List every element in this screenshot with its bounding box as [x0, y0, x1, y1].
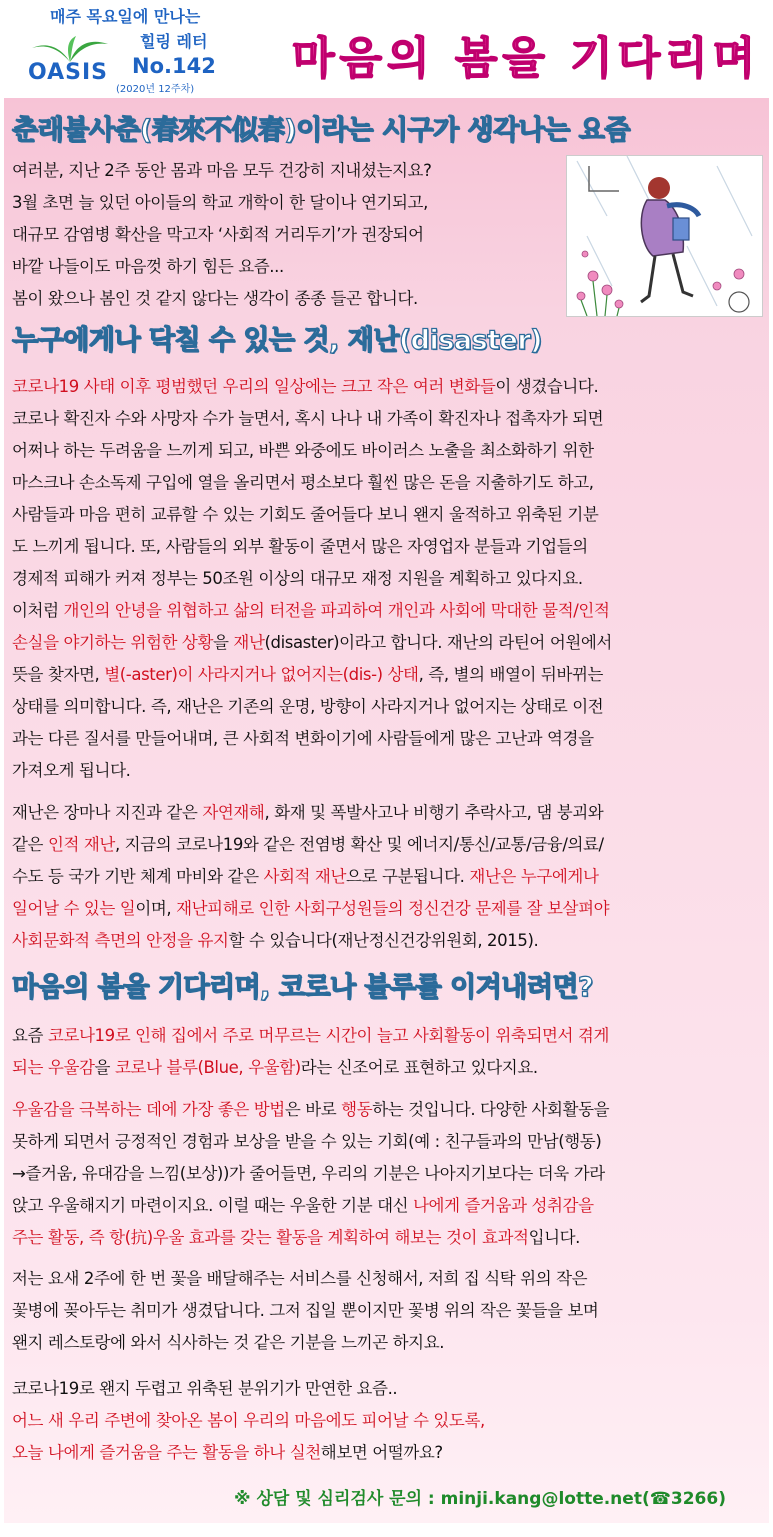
text: 을	[94, 1058, 115, 1077]
paragraph-line	[12, 797, 754, 829]
paragraph-line: 사람들과 마음 편히 교류할 수 있는 기회도 줄어들다 보니 왠지 울적하고 위축된 기분	[12, 505, 599, 524]
issue-date: (2020년 12주차)	[116, 84, 195, 95]
section2-heading: 누구에게나 닥칠 수 있는 것, 재난(disaster)	[12, 325, 542, 356]
paragraph-line	[12, 627, 754, 659]
text: 으로 구분됩니다.	[346, 867, 470, 886]
emphasis-text: 나에게 즐거움과 성취감을	[413, 1196, 594, 1215]
header	[0, 0, 773, 96]
text: 입니다.	[528, 1228, 581, 1247]
paragraph-line: →즐거움, 유대감을 느낌(보상))가 줄어들면, 우리의 기분은 나아지기보다는 더욱 가라	[12, 1164, 605, 1183]
section2-paragraph-3	[12, 797, 754, 957]
emphasis-text: 재난은 누구에게나	[469, 867, 599, 886]
paragraph-line: 과는 다른 질서를 만들어내며, 큰 사회적 변화이기에 사람들에게 많은 고난과 역경을	[12, 729, 594, 748]
text: 은 바로	[284, 1100, 342, 1119]
text: 이며,	[135, 899, 177, 918]
paragraph-line	[12, 1437, 754, 1469]
emphasis-text: 코로나19 사태 이후 평범했던 우리의 일상에는 크고 작은 여러 변화들	[12, 377, 496, 396]
emphasis-text: 코로나 블루(Blue, 우울함)	[114, 1058, 301, 1077]
section1-heading: 춘래불사춘(春來不似春)이라는 시구가 생각나는 요즘	[12, 115, 630, 146]
text: 요즘	[12, 1026, 48, 1045]
contact-info: ※ 상담 및 심리검사 문의 : minji.kang@lotte.net(☎3266)	[234, 1489, 726, 1509]
text: 이 생겼습니다.	[495, 377, 599, 396]
emphasis-text: 행동	[341, 1100, 373, 1119]
text: 이처럼	[12, 601, 64, 620]
paragraph-line: 3월 초면 늘 있던 아이들의 학교 개학이 한 달이나 연기되고,	[12, 193, 428, 212]
paragraph-line	[12, 861, 754, 893]
paragraph-line: 코로나 확진자 수와 사망자 수가 늘면서, 혹시 나나 내 가족이 확진자나 접촉자가 되면	[12, 409, 604, 428]
paragraph-line	[12, 595, 754, 627]
paragraph-line: 도 느끼게 됩니다. 또, 사람들의 외부 활동이 줄면서 많은 자영업자 분들과 기업들의	[12, 537, 588, 556]
paragraph-line	[12, 893, 754, 925]
paragraph-line: 경제적 피해가 커져 정부는 50조원 이상의 대규모 재정 지원을 계획하고 있다지요.	[12, 569, 583, 588]
windy-spring-illustration	[566, 155, 763, 317]
paragraph-line	[12, 925, 754, 957]
emphasis-text: 인적 재난	[47, 835, 115, 854]
text: 수도 등 국가 기반 체계 마비와 같은	[12, 867, 264, 886]
paragraph-line	[12, 1190, 754, 1222]
text: 해보면 어떨까요?	[320, 1443, 443, 1462]
paragraph-line: 대규모 감염병 확산을 막고자 ‘사회적 거리두기’가 권장되어	[12, 225, 424, 244]
emphasis-text: 코로나19로 인해 집에서 주로 머무르는 시간이 늘고 사회활동이 위축되면서 겪게	[47, 1026, 609, 1045]
paragraph-line: 코로나19로 왠지 두렵고 위축된 분위기가 만연한 요즘..	[12, 1379, 398, 1398]
text: 을	[213, 633, 234, 652]
paragraph-line	[12, 371, 754, 403]
text: 할 수 있습니다(재난정신건강위원회, 2015).	[228, 931, 539, 950]
paragraph-line	[12, 829, 754, 861]
logo-tagline: 매주 목요일에 만나는	[50, 7, 201, 26]
emphasis-text: 손실을 야기하는 위험한 상황	[12, 633, 214, 652]
emphasis-text: 사회적 재난	[263, 867, 347, 886]
section3-paragraph-4	[12, 1373, 754, 1469]
text: 재난은 장마나 지진과 같은	[12, 803, 203, 822]
issue-number: No.142	[132, 54, 216, 78]
paragraph-line	[12, 659, 754, 691]
text: , 지금의 코로나19와 같은 전염병 확산 및 에너지/통신/교통/금융/의료/	[114, 835, 604, 854]
section3-paragraph-2	[12, 1094, 754, 1254]
paragraph-line	[12, 1020, 754, 1052]
paragraph-line: 마스크나 손소독제 구입에 열을 올리면서 평소보다 훨씬 많은 돈을 지출하기도 하고,	[12, 473, 594, 492]
text: 뜻을 찾자면,	[12, 665, 105, 684]
paragraph-line: 왠지 레스토랑에 와서 식사하는 것 같은 기분을 느끼곤 하지요.	[12, 1333, 445, 1352]
paragraph-line	[12, 1222, 754, 1254]
text: , 화재 및 폭발사고나 비행기 추락사고, 댐 붕괴와	[264, 803, 604, 822]
text: 같은	[12, 835, 48, 854]
paragraph-line	[12, 1052, 754, 1084]
paragraph-line: 꽃병에 꽂아두는 취미가 생겼답니다. 그저 집일 뿐이지만 꽃병 위의 작은 꽃들을 보며	[12, 1301, 599, 1320]
emphasis-text: 개인의 안녕을 위협하고 삶의 터전을 파괴하여 개인과 사회에 막대한 물적/인적	[63, 601, 610, 620]
emphasis-text: 일어날 수 있는 일	[12, 899, 136, 918]
paragraph-line: 못하게 되면서 긍정적인 경험과 보상을 받을 수 있는 기회(예 : 친구들과의 만남(행동)	[12, 1132, 602, 1151]
paragraph-line: 어쩌나 하는 두려움을 느끼게 되고, 바쁜 와중에도 바이러스 노출을 최소화하기 위한	[12, 441, 594, 460]
paragraph-line: 바깥 나들이도 마음껏 하기 힘든 요즘...	[12, 257, 284, 276]
emphasis-text: 우울감을 극복하는 데에 가장 좋은 방법	[12, 1100, 285, 1119]
emphasis-text: 주는 활동, 즉 항(抗)우울 효과를 갖는 활동을 계획하여 해보는 것이 효과적	[12, 1228, 529, 1247]
text: 라는 신조어로 표현하고 있다지요.	[300, 1058, 538, 1077]
paragraph-line	[12, 1094, 754, 1126]
section3-paragraph-3	[12, 1263, 754, 1359]
emphasis-text: 자연재해	[202, 803, 265, 822]
text: 하는 것입니다. 다양한 사회활동을	[372, 1100, 610, 1119]
section2-paragraph-2	[12, 595, 754, 787]
logo-wordmark: OASIS	[28, 60, 109, 85]
section2-paragraph-1	[12, 371, 754, 595]
paragraph-line: 상태를 의미합니다. 즉, 재난은 기존의 운명, 방향이 사라지거나 없어지는 상태로 이전	[12, 697, 604, 716]
section3-paragraph-1	[12, 1020, 754, 1084]
paragraph-line: 저는 요새 2주에 한 번 꽃을 배달해주는 서비스를 신청해서, 저희 집 식탁 위의 작은	[12, 1269, 588, 1288]
emphasis-text: 별(-aster)이 사라지거나 없어지는(dis-) 상태	[104, 665, 419, 684]
paragraph-line: 여러분, 지난 2주 동안 몸과 마음 모두 건강히 지내셨는지요?	[12, 161, 432, 180]
emphasis-text: 재난피해로 인한 사회구성원들의 정신건강 문제를 잘 보살펴야	[176, 899, 610, 918]
text: (disaster)이라고 합니다. 재난의 라틴어 어원에서	[264, 633, 612, 652]
text: , 즉, 별의 배열이 뒤바뀌는	[418, 665, 604, 684]
section1-paragraph	[12, 155, 560, 315]
emphasis-text: 되는 우울감	[12, 1058, 95, 1077]
emphasis-text: 사회문화적 측면의 안정을 유지	[12, 931, 229, 950]
emphasis-line: 어느 새 우리 주변에 찾아온 봄이 우리의 마음에도 피어날 수 있도록,	[12, 1411, 485, 1430]
paragraph-line: 가져오게 됩니다.	[12, 761, 131, 780]
oasis-logo	[28, 2, 216, 95]
logo-subtitle: 힐링 레터	[140, 32, 208, 51]
page-title: 마음의 봄을 기다리며	[292, 33, 761, 84]
emphasis-text: 오늘 나에게 즐거움을 주는 활동을 하나 실천	[12, 1443, 321, 1462]
emphasis-text: 재난	[233, 633, 265, 652]
section3-heading: 마음의 봄을 기다리며, 코로나 블루를 이겨내려면?	[12, 972, 594, 1003]
text: 앉고 우울해지기 마련이지요. 이럴 때는 우울한 기분 대신	[12, 1196, 414, 1215]
paragraph-line: 봄이 왔으나 봄인 것 같지 않다는 생각이 종종 들곤 합니다.	[12, 289, 418, 308]
